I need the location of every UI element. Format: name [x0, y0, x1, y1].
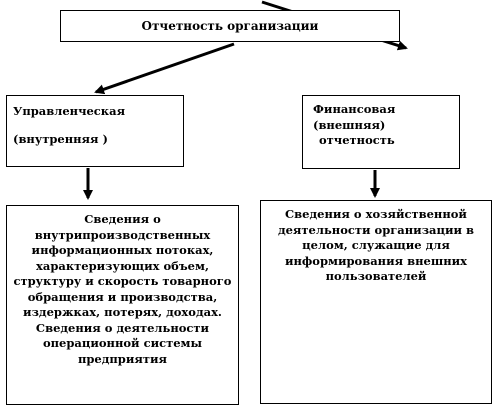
detail-line: информационных потоках, — [31, 243, 214, 258]
detail-line: Сведения о — [84, 212, 161, 226]
financial-label: отчетность — [319, 133, 395, 148]
detail-line: целом, служащие для — [302, 238, 450, 253]
financial-title: Финансовая — [313, 102, 396, 116]
detail-line: Сведения о хозяйственной — [285, 207, 467, 221]
detail-line: внутрипроизводственных — [34, 227, 211, 242]
detail-line: характеризующих объем, — [36, 258, 209, 273]
arrow-top-to-management — [96, 44, 234, 92]
detail-line: пользователей — [325, 269, 427, 284]
management-reporting-node — [6, 95, 184, 167]
detail-line: информирования внешних — [284, 253, 468, 268]
management-detail-node — [6, 205, 239, 405]
detail-line: структуру и скорость товарного — [13, 274, 232, 289]
management-title: Управленческая — [13, 104, 126, 118]
detail-line: издержках, потерях, доходах. — [23, 305, 222, 320]
management-subtitle: (внутренняя ) — [13, 131, 108, 146]
detail-line: операционной системы — [42, 336, 203, 351]
detail-line: обращения и производства, — [27, 289, 218, 304]
financial-reporting-node — [302, 95, 460, 169]
financial-detail-node — [260, 200, 492, 404]
detail-line: предприятия — [77, 351, 168, 366]
financial-subtitle: (внешняя) — [313, 117, 386, 132]
root-node-reporting — [60, 10, 400, 42]
detail-line: деятельности организации в — [277, 222, 475, 237]
root-node-label: Отчетность организации — [141, 18, 319, 33]
detail-line: Сведения о деятельности — [35, 320, 210, 335]
